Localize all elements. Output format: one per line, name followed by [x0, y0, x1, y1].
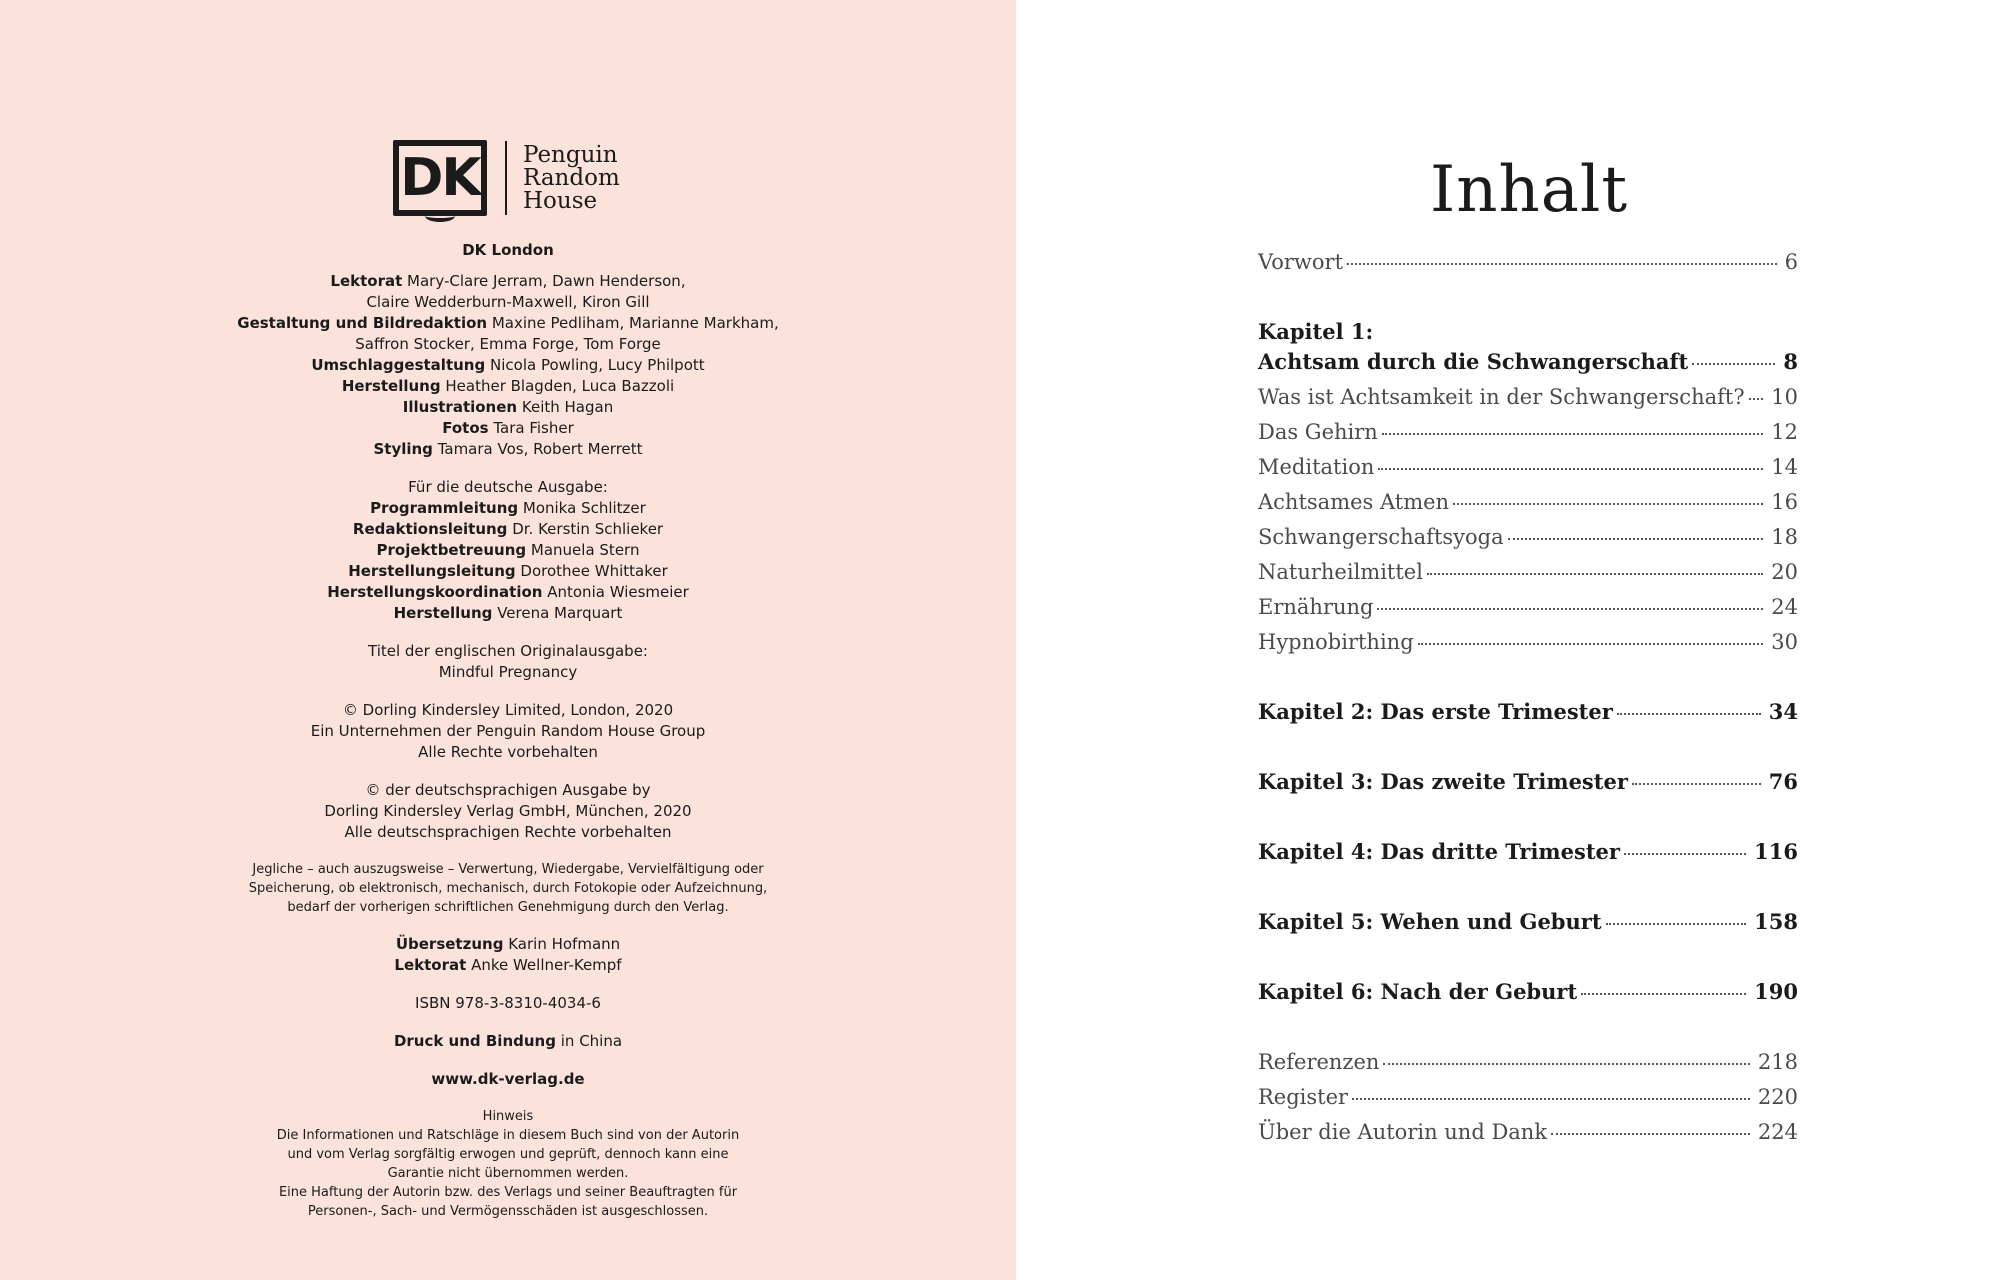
toc-entry-section: Das Gehirn 12	[1258, 420, 1798, 444]
toc-entry-chapter-2: Kapitel 2: Das erste Trimester 34	[1258, 699, 1798, 724]
credit-line: Gestaltung und Bildredaktion Maxine Pedliham, Marianne Markham,	[237, 314, 779, 332]
toc-entry-chapter-1: Achtsam durch die Schwangerschaft 8	[1258, 349, 1798, 374]
credit-line: Herstellung Verena Marquart	[393, 604, 623, 622]
toc-entry-chapter-4: Kapitel 4: Das dritte Trimester 116	[1258, 839, 1798, 864]
credit-line: Saffron Stocker, Emma Forge, Tom Forge	[355, 335, 661, 353]
de-credits: Für die deutsche Ausgabe: Programmleitung Monika Schlitzer Redaktionsleitung Dr. Kerstin Schlieker Projektbetreuung Manuela Stern Herstellungsleitung Dorothee Whittaker Herstellungskoordination Antonia Wiesmeier Herstellung Verena Marquart	[208, 477, 808, 624]
toc-entry-chapter-5: Kapitel 5: Wehen und Geburt 158	[1258, 909, 1798, 934]
toc-entry-section: Schwangerschaftsyoga 18	[1258, 525, 1798, 549]
chapter-1-label: Kapitel 1:	[1258, 319, 1374, 344]
credit-line: Umschlaggestaltung Nicola Powling, Lucy Philpott	[311, 356, 705, 374]
contents-page	[1016, 0, 2006, 1280]
dk-logo: DK	[393, 140, 487, 216]
credit-line: Claire Wedderburn-Maxwell, Kiron Gill	[366, 293, 650, 311]
print-info: Druck und Bindung in China	[393, 1032, 623, 1050]
page-title: Inhalt	[1429, 153, 1629, 227]
toc-entry-section: Achtsames Atmen 16	[1258, 490, 1798, 514]
colophon	[208, 240, 808, 1221]
credit-line: Programmleitung Monika Schlitzer	[370, 499, 646, 517]
credit-line: Illustrationen Keith Hagan	[402, 398, 614, 416]
credit-line: Herstellungsleitung Dorothee Whittaker	[348, 562, 668, 580]
credit-line: Fotos Tara Fisher	[442, 419, 574, 437]
publisher-logo	[393, 140, 620, 216]
toc-entry-references: Referenzen 218	[1258, 1050, 1798, 1074]
toc-entry-about-author: Über die Autorin und Dank 224	[1258, 1120, 1798, 1144]
disclaimer: Hinweis Die Informationen und Ratschläge in diesem Buch sind von der Autorin und vom Verlag sorgfältig erwogen und geprüft, dennoch kann eine Garantie nicht übernommen werden. Eine Haftung der Autorin bzw. des Verlags und seiner Beauftragten für Personen-, Sach- und Vermögensschäden ist ausgeschlossen.	[276, 1109, 740, 1219]
toc-entry-section: Was ist Achtsamkeit in der Schwangerschaft? 10	[1258, 385, 1798, 409]
translation-credits: Übersetzung Karin Hofmann Lektorat Anke Wellner-Kempf	[394, 935, 622, 974]
isbn: ISBN 978-3-8310-4034-6	[415, 994, 601, 1012]
website: www.dk-verlag.de	[431, 1070, 585, 1088]
copyright-de: © der deutschsprachigen Ausgabe by Dorling Kindersley Verlag GmbH, München, 2020 Alle deutschsprachigen Rechte vorbehalten	[324, 781, 692, 841]
toc-entry-chapter-6: Kapitel 6: Nach der Geburt 190	[1258, 979, 1798, 1004]
copyright-uk: © Dorling Kindersley Limited, London, 2020 Ein Unternehmen der Penguin Random House Group Alle Rechte vorbehalten	[310, 701, 706, 761]
toc-entry-section: Meditation 14	[1258, 455, 1798, 479]
penguin-random-house-wordmark: Penguin Random House	[523, 141, 620, 214]
toc-entry-section: Hypnobirthing 30	[1258, 630, 1798, 654]
toc-entry-section: Ernährung 24	[1258, 595, 1798, 619]
toc-entry-section: Naturheilmittel 20	[1258, 560, 1798, 584]
logo-divider	[505, 141, 507, 215]
credit-line: Projektbetreuung Manuela Stern	[376, 541, 640, 559]
credit-line: Styling Tamara Vos, Robert Merrett	[373, 440, 643, 458]
credit-line: Herstellung Heather Blagden, Luca Bazzoli	[341, 377, 675, 395]
toc-entry-foreword: Vorwort 6	[1258, 250, 1798, 274]
toc-entry-register: Register 220	[1258, 1085, 1798, 1109]
credit-line: Lektorat Mary-Clare Jerram, Dawn Henderson,	[330, 272, 686, 290]
uk-credits	[208, 271, 808, 460]
toc-entry-chapter-3: Kapitel 3: Das zweite Trimester 76	[1258, 769, 1798, 794]
credit-line: Herstellungskoordination Antonia Wiesmeier	[327, 583, 689, 601]
original-title: Titel der englischen Originalausgabe: Mindful Pregnancy	[368, 642, 648, 681]
colophon-header: DK London	[462, 241, 554, 259]
legal-notice: Jegliche – auch auszugsweise – Verwertung, Wiedergabe, Vervielfältigung oder Speicherung, ob elektronisch, mechanisch, durch Fotokopie oder Aufzeichnung, bedarf der vorherigen schriftlichen Genehmigung durch den Verlag.	[248, 862, 768, 915]
credit-line: Redaktionsleitung Dr. Kerstin Schlieker	[352, 520, 664, 538]
